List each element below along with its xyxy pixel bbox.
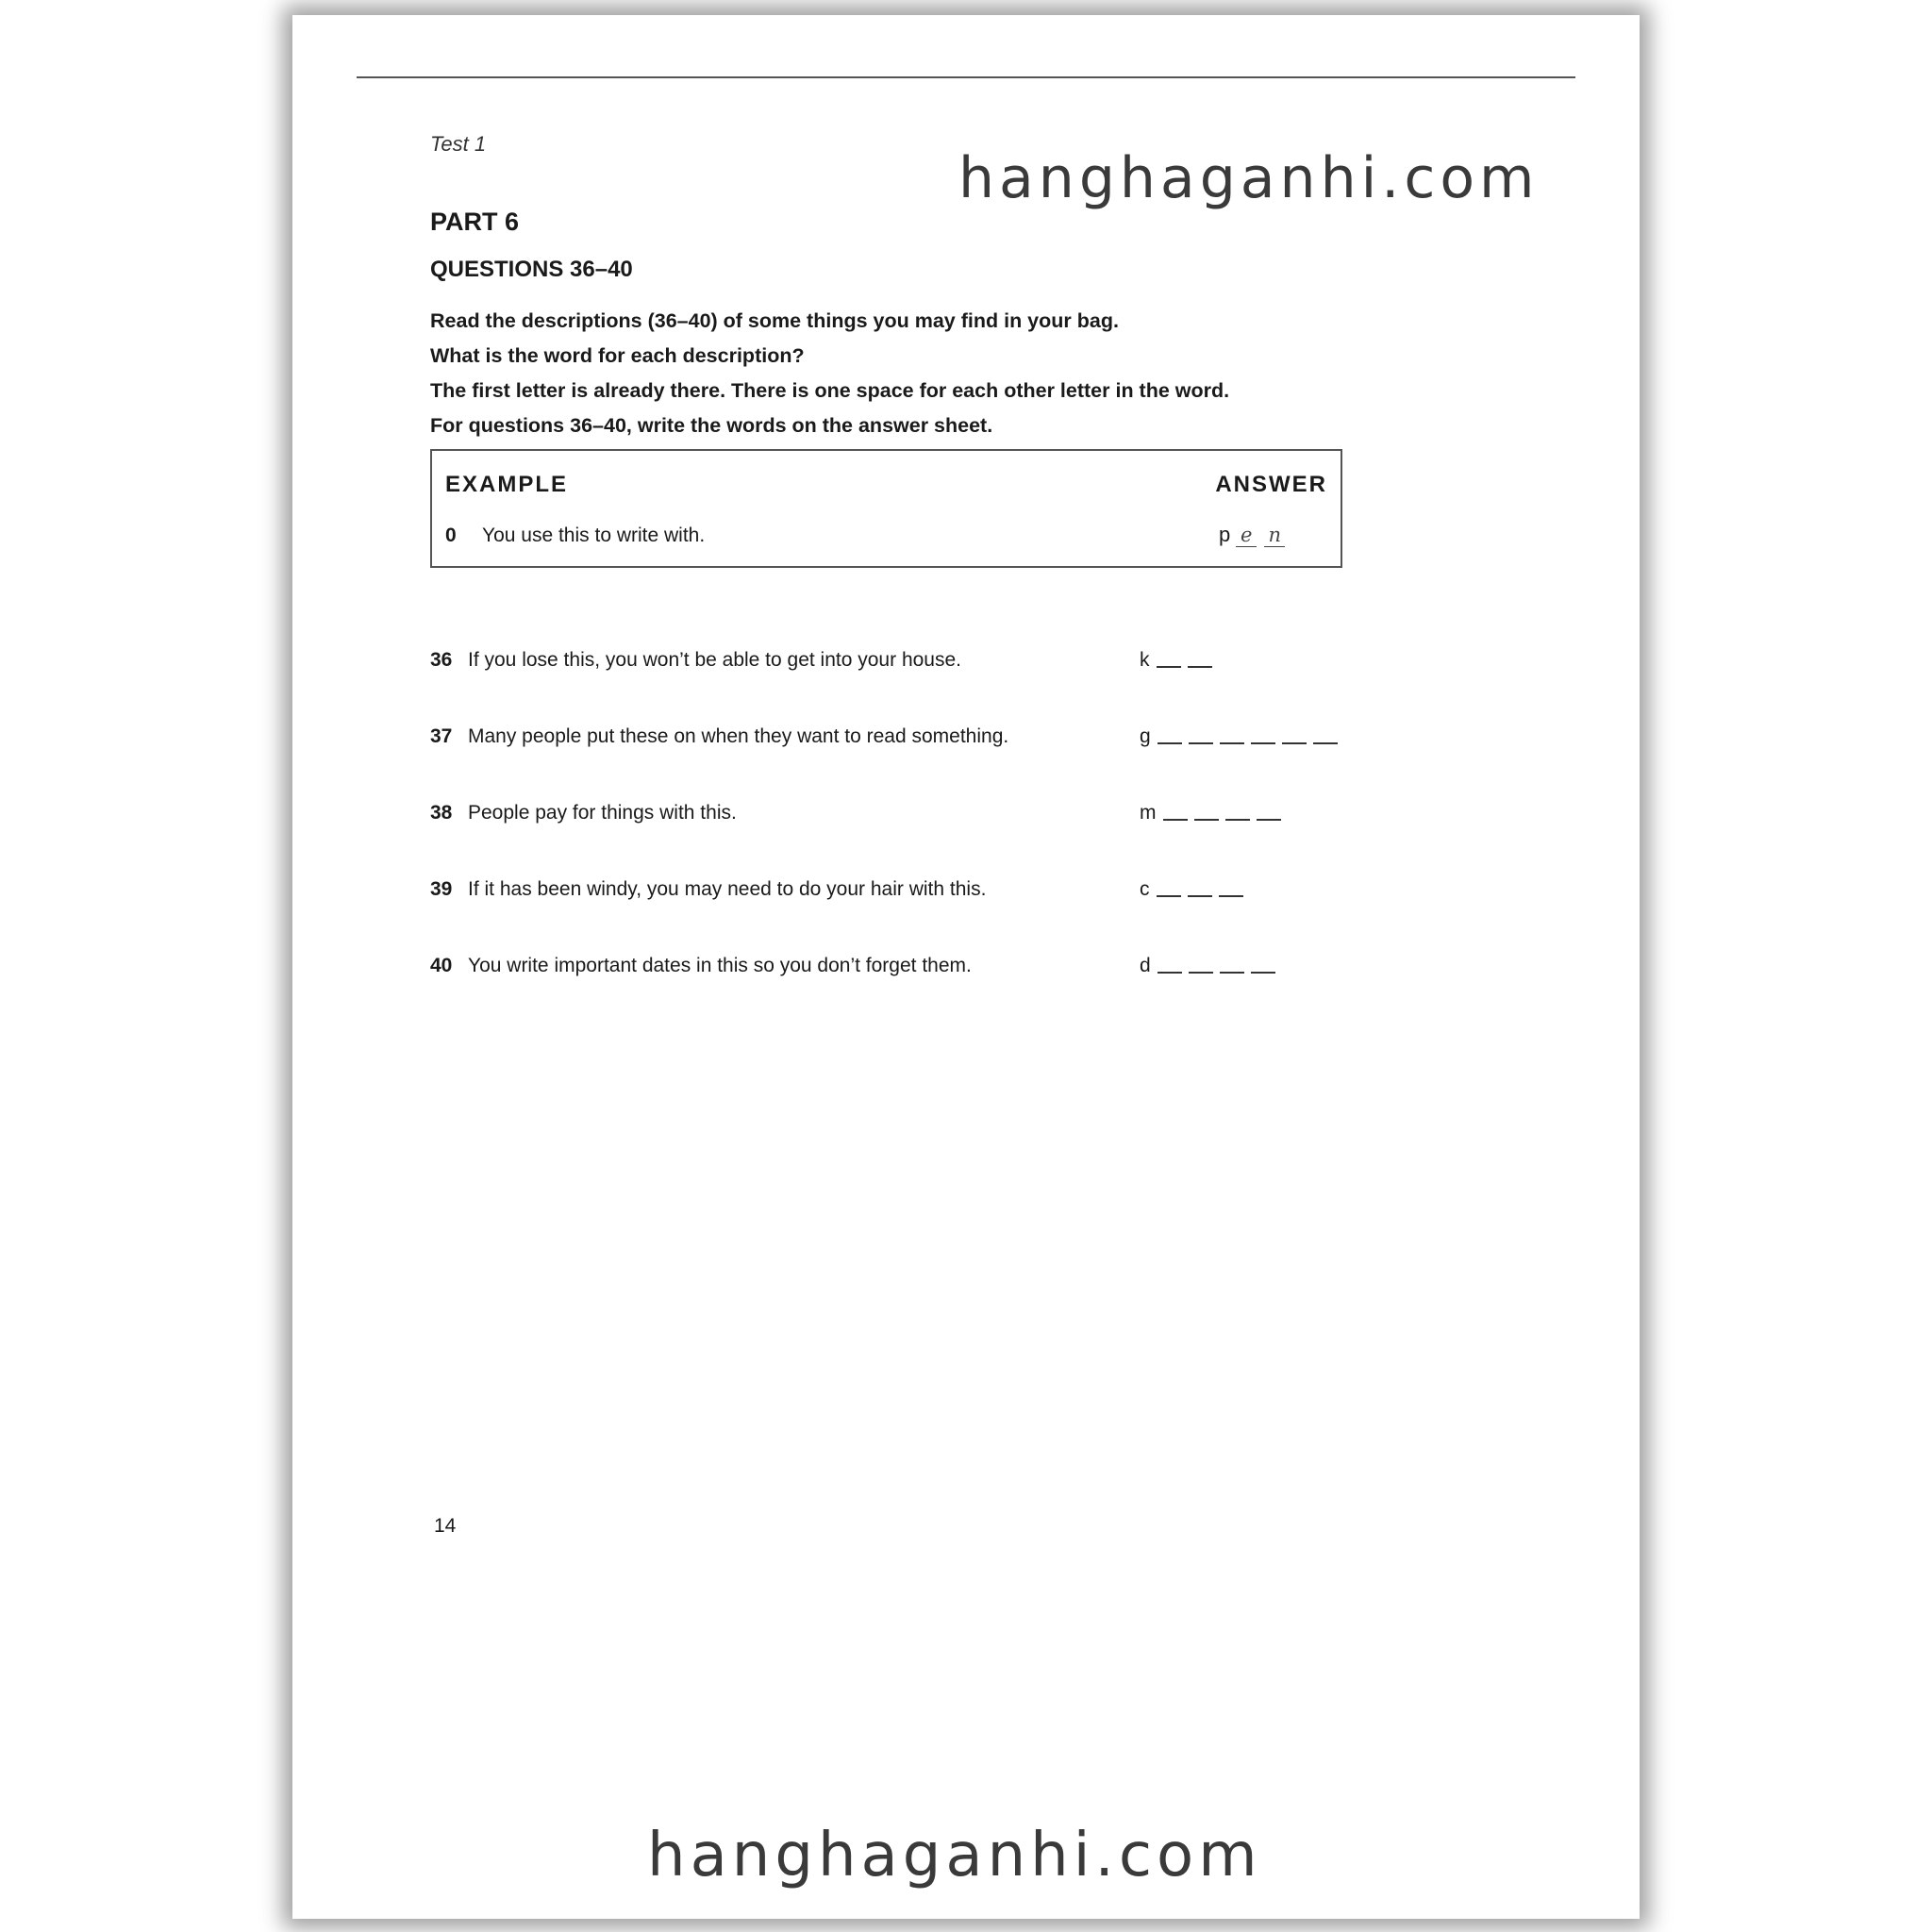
example-answer-letter: n <box>1264 524 1285 547</box>
answer-slot <box>1140 725 1338 748</box>
letter-blank <box>1188 653 1212 668</box>
instruction-line: What is the word for each description? <box>430 344 805 367</box>
top-rule <box>357 76 1575 78</box>
letter-blank <box>1189 729 1213 744</box>
letter-blank <box>1188 882 1212 897</box>
question-40 <box>430 955 1374 983</box>
letter-blank <box>1194 806 1219 821</box>
letter-blank <box>1219 882 1243 897</box>
letter-blank <box>1163 806 1188 821</box>
question-39 <box>430 878 1374 907</box>
answer-label: ANSWER <box>1215 472 1327 497</box>
question-37 <box>430 725 1374 754</box>
letter-blank <box>1251 958 1275 974</box>
instruction-line: The first letter is already there. There is one space for each other letter in the word. <box>430 379 1230 402</box>
example-box <box>430 449 1342 568</box>
question-38 <box>430 802 1374 830</box>
part-title: PART 6 <box>430 208 520 236</box>
answer-slot <box>1140 802 1281 824</box>
letter-blank <box>1158 958 1182 974</box>
letter-blank <box>1220 958 1244 974</box>
answer-slot <box>1140 955 1275 977</box>
letter-blanks <box>1151 955 1275 976</box>
example-text: You use this to write with. <box>482 525 706 546</box>
letter-blanks <box>1151 725 1338 747</box>
letter-blank <box>1257 806 1281 821</box>
first-letter: m <box>1140 802 1157 824</box>
example-answer <box>1219 523 1292 547</box>
letter-blank <box>1157 653 1181 668</box>
question-number: 39 <box>430 878 453 900</box>
letter-blank <box>1157 882 1181 897</box>
question-text: People pay for things with this. <box>468 802 737 824</box>
page-number: 14 <box>434 1515 457 1537</box>
example-label: EXAMPLE <box>445 472 569 497</box>
watermark-bottom: hanghaganhi.com <box>647 1821 1262 1890</box>
first-letter: g <box>1140 725 1151 747</box>
instruction-line: For questions 36–40, write the words on the answer sheet. <box>430 414 993 437</box>
example-answer-first-letter: p <box>1219 523 1231 546</box>
letter-blank <box>1158 729 1182 744</box>
letter-blank <box>1220 729 1244 744</box>
question-text: You write important dates in this so you don’t forget them. <box>468 955 972 976</box>
question-number: 40 <box>430 955 453 976</box>
question-text: If you lose this, you won’t be able to get into your house. <box>468 649 961 671</box>
document-page <box>292 15 1640 1919</box>
question-text: If it has been windy, you may need to do your hair with this. <box>468 878 987 900</box>
running-head: Test 1 <box>430 132 487 156</box>
question-text: Many people put these on when they want to read something. <box>468 725 1009 747</box>
letter-blank <box>1189 958 1213 974</box>
first-letter: c <box>1140 878 1150 900</box>
first-letter: d <box>1140 955 1151 976</box>
example-answer-letter: e <box>1236 524 1257 547</box>
letter-blank <box>1282 729 1307 744</box>
letter-blank <box>1313 729 1338 744</box>
question-number: 38 <box>430 802 453 824</box>
watermark-top: hanghaganhi.com <box>958 145 1540 211</box>
instructions <box>430 304 1374 443</box>
question-number: 36 <box>430 649 453 671</box>
letter-blanks <box>1150 878 1243 900</box>
question-36 <box>430 649 1374 677</box>
letter-blank <box>1225 806 1250 821</box>
answer-slot <box>1140 649 1212 672</box>
letter-blank <box>1251 729 1275 744</box>
first-letter: k <box>1140 649 1150 671</box>
example-number: 0 <box>445 525 457 546</box>
letter-blanks <box>1157 802 1281 824</box>
instruction-line: Read the descriptions (36–40) of some things you may find in your bag. <box>430 309 1119 332</box>
question-number: 37 <box>430 725 453 747</box>
question-range: QUESTIONS 36–40 <box>430 257 633 282</box>
answer-slot <box>1140 878 1243 901</box>
letter-blanks <box>1150 649 1212 671</box>
